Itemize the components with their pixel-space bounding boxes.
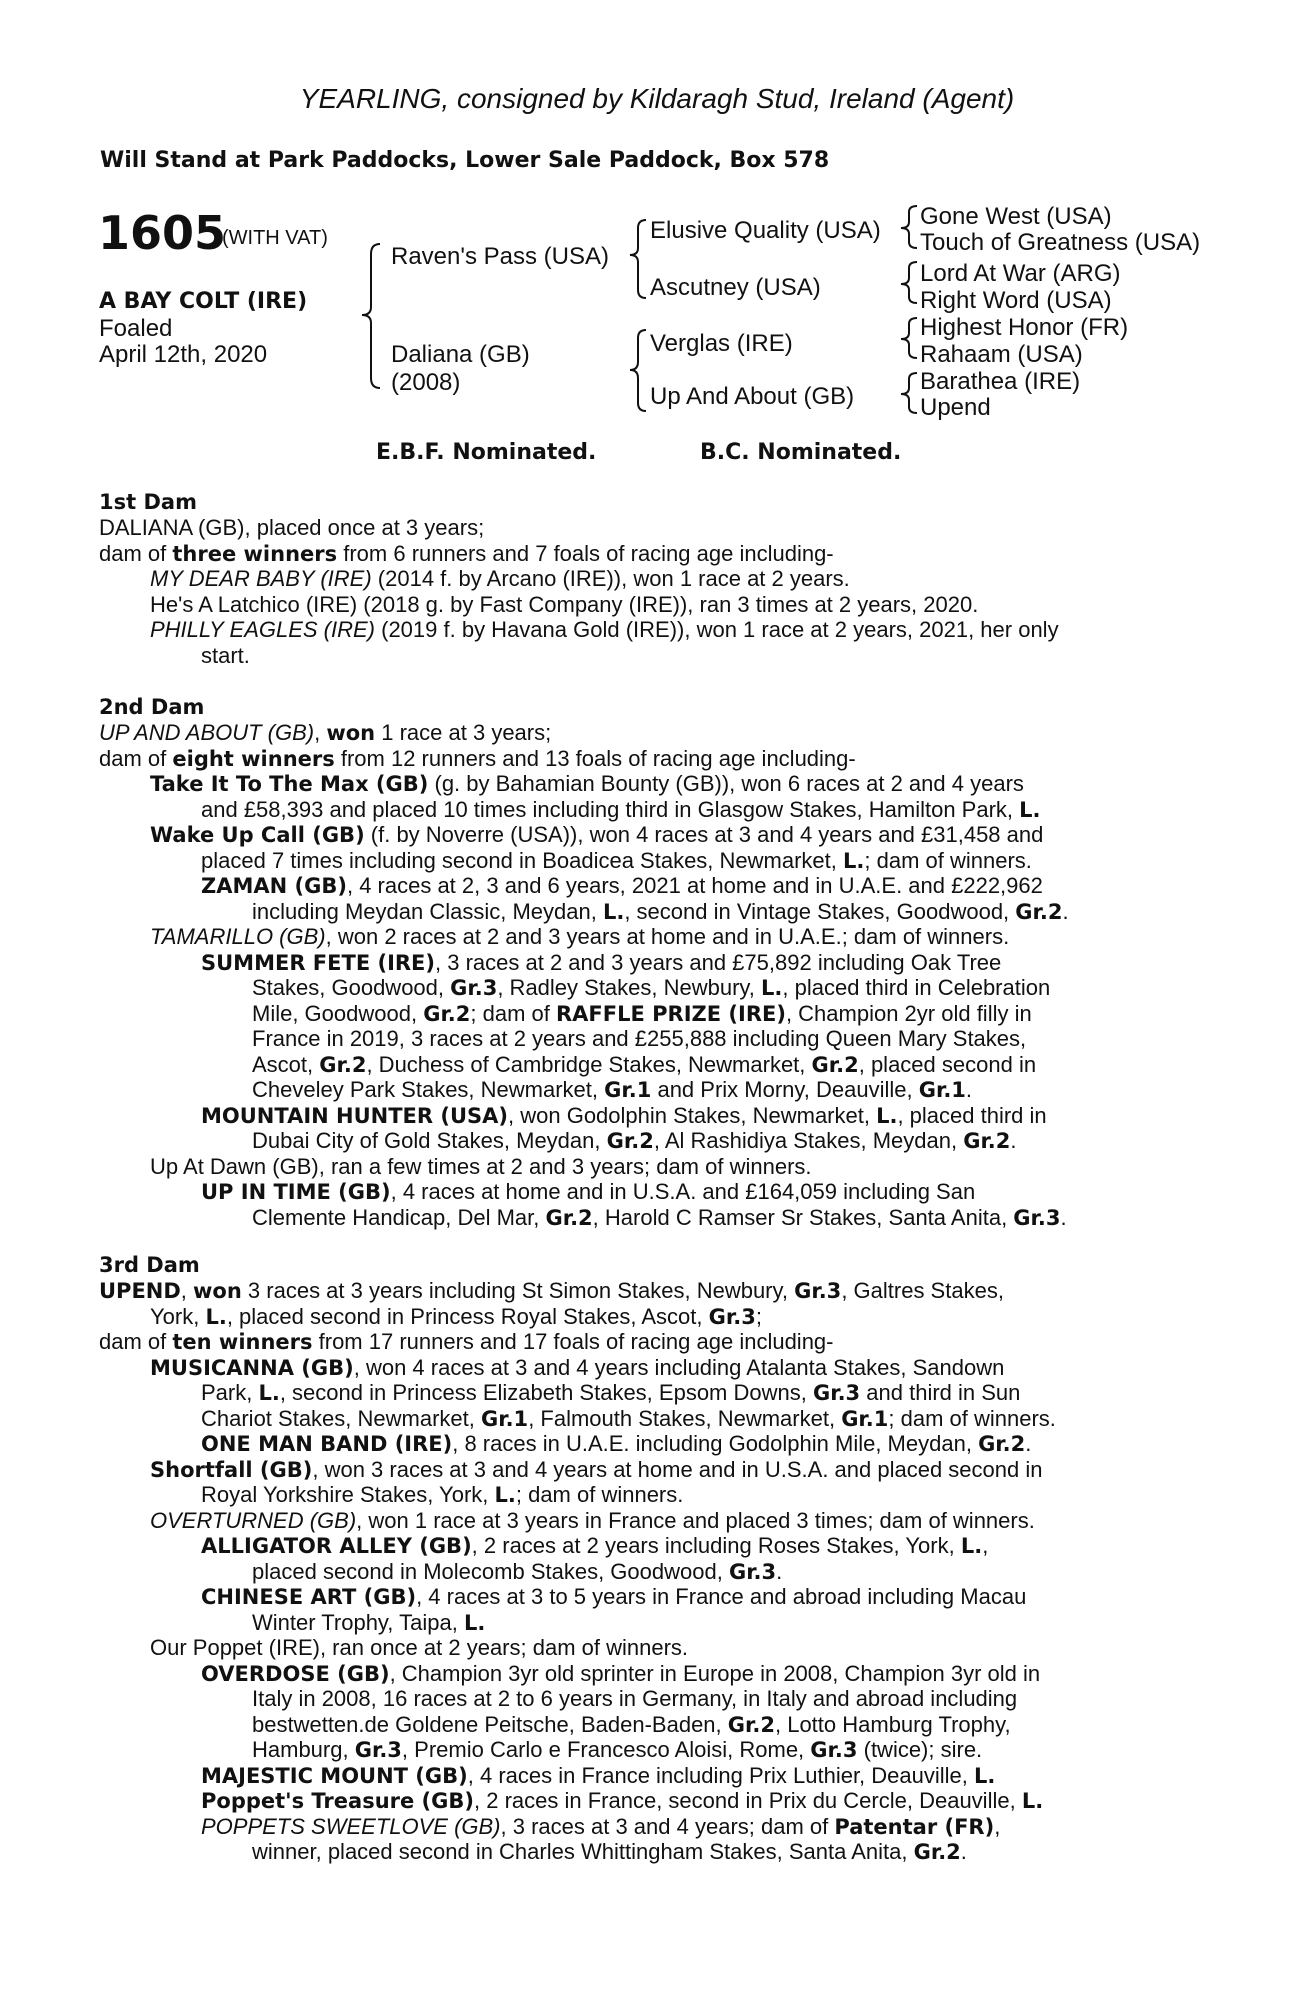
- ds-sire: Highest Honor (FR): [920, 314, 1129, 341]
- grandproduce-entry-cont: bestwetten.de Goldene Peitsche, Baden-Baden, Gr.2, Lotto Hamburg Trophy,: [252, 1712, 1011, 1737]
- grandproduce-entry-cont: placed second in Molecomb Stakes, Goodwood, Gr.3.: [252, 1559, 783, 1584]
- grandproduce-entry-cont: Cheveley Park Stakes, Newmarket, Gr.1 and Prix Morny, Deauville, Gr.1.: [252, 1077, 973, 1102]
- horse-name: Shortfall (GB): [150, 1458, 313, 1482]
- grandproduce-entry: UP IN TIME (GB), 4 races at home and in U.S.A. and £164,059 including San: [201, 1179, 976, 1204]
- horse-name: UP IN TIME (GB): [201, 1180, 391, 1204]
- produce-entry: He's A Latchico (IRE) (2018 g. by Fast Company (IRE)), ran 3 times at 2 years, 2020.: [150, 592, 979, 617]
- sd-dam: Right Word (USA): [920, 287, 1112, 314]
- vat-note: (WITH VAT): [222, 227, 328, 249]
- grandproduce-entry-cont: including Meydan Classic, Meydan, L., second in Vintage Stakes, Goodwood, Gr.2.: [252, 899, 1069, 924]
- horse-name: UP AND ABOUT (GB): [99, 720, 315, 745]
- dd-dam: Upend: [920, 394, 991, 421]
- dam-line: UPEND, won 3 races at 3 years including St Simon Stakes, Newbury, Gr.3, Galtres Stakes,: [99, 1278, 1004, 1303]
- dam: Daliana (GB): [391, 341, 530, 368]
- grandproduce-entry: ZAMAN (GB), 4 races at 2, 3 and 6 years, 2021 at home and in U.A.E. and £222,962: [201, 873, 1043, 898]
- ss-sire: Gone West (USA): [920, 203, 1112, 230]
- dam-line-cont: York, L., placed second in Princess Royal Stakes, Ascot, Gr.3;: [150, 1304, 762, 1329]
- horse-name: ONE MAN BAND (IRE): [201, 1432, 453, 1456]
- produce-entry-cont: placed 7 times including second in Boadicea Stakes, Newmarket, L.; dam of winners.: [201, 848, 1032, 873]
- ds-dam: Rahaam (USA): [920, 341, 1083, 368]
- produce-entry: MY DEAR BABY (IRE) (2014 f. by Arcano (IRE)), won 1 race at 2 years.: [150, 566, 850, 591]
- grandproduce-entry: SUMMER FETE (IRE), 3 races at 2 and 3 years and £75,892 including Oak Tree: [201, 950, 1002, 975]
- grandproduce-entry-cont: Hamburg, Gr.3, Premio Carlo e Francesco Aloisi, Rome, Gr.3 (twice); sire.: [252, 1737, 983, 1762]
- grandproduce-entry-cont: Mile, Goodwood, Gr.2; dam of RAFFLE PRIZE (IRE), Champion 2yr old filly in: [252, 1001, 1032, 1026]
- horse-name: DALIANA (GB): [99, 515, 245, 540]
- ss-dam: Touch of Greatness (USA): [920, 229, 1201, 256]
- foaled-date: April 12th, 2020: [99, 341, 268, 368]
- grandproduce-entry: POPPETS SWEETLOVE (GB), 3 races at 3 and 4 years; dam of Patentar (FR),: [201, 1814, 1001, 1839]
- horse-name: MUSICANNA (GB): [150, 1356, 354, 1380]
- produce-entry: Our Poppet (IRE), ran once at 2 years; dam of winners.: [150, 1635, 689, 1660]
- grandproduce-entry-cont: Dubai City of Gold Stakes, Meydan, Gr.2, Al Rashidiya Stakes, Meydan, Gr.2.: [252, 1128, 1017, 1153]
- produce-entry-cont: start.: [201, 643, 250, 668]
- grandproduce-entry: Poppet's Treasure (GB), 2 races in France, second in Prix du Cercle, Deauville, L.: [201, 1788, 1044, 1813]
- produce-entry-cont: Chariot Stakes, Newmarket, Gr.1, Falmouth Stakes, Newmarket, Gr.1; dam of winners.: [201, 1406, 1056, 1431]
- section-heading: 3rd Dam: [99, 1253, 200, 1277]
- horse-name: SUMMER FETE (IRE): [201, 951, 435, 975]
- horse-name: Poppet's Treasure (GB): [201, 1789, 474, 1813]
- grandproduce-entry: MAJESTIC MOUNT (GB), 4 races in France including Prix Luthier, Deauville, L.: [201, 1763, 996, 1788]
- lot-number: 1605: [98, 206, 227, 260]
- horse-name: MOUNTAIN HUNTER (USA): [201, 1104, 509, 1128]
- section-heading: 2nd Dam: [99, 695, 205, 719]
- foaled-label: Foaled: [99, 315, 173, 342]
- produce-entry: Take It To The Max (GB) (g. by Bahamian Bounty (GB)), won 6 races at 2 and 4 years: [150, 771, 1024, 796]
- section-heading: 1st Dam: [99, 490, 197, 514]
- horse-name: MY DEAR BABY (IRE): [150, 566, 372, 591]
- sale-title: YEARLING, consigned by Kildaragh Stud, Ireland (Agent): [299, 83, 1015, 114]
- dam-line: DALIANA (GB), placed once at 3 years;: [99, 515, 485, 540]
- sd-sire: Lord At War (ARG): [920, 260, 1121, 287]
- produce-summary: dam of eight winners from 12 runners and 13 foals of racing age including-: [99, 746, 856, 771]
- grandproduce-entry-cont: Ascot, Gr.2, Duchess of Cambridge Stakes, Newmarket, Gr.2, placed second in: [252, 1052, 1037, 1077]
- grandproduce-entry-cont: Clemente Handicap, Del Mar, Gr.2, Harold C Ramser Sr Stakes, Santa Anita, Gr.3.: [252, 1205, 1067, 1230]
- dam-dam: Up And About (GB): [650, 383, 855, 410]
- dam-year: (2008): [391, 369, 461, 396]
- sire: Raven's Pass (USA): [391, 243, 609, 270]
- ebf-nomination: E.B.F. Nominated.: [376, 440, 597, 465]
- horse-name: TAMARILLO (GB): [150, 924, 326, 949]
- lot-description: A BAY COLT (IRE): [99, 289, 308, 314]
- horse-name: POPPETS SWEETLOVE (GB): [201, 1814, 501, 1839]
- horse-name: CHINESE ART (GB): [201, 1585, 417, 1609]
- horse-name: ZAMAN (GB): [201, 874, 347, 898]
- produce-entry: OVERTURNED (GB), won 1 race at 3 years in France and placed 3 times; dam of winners.: [150, 1508, 1035, 1533]
- produce-entry-cont: Royal Yorkshire Stakes, York, L.; dam of winners.: [201, 1482, 684, 1507]
- produce-entry-cont: Park, L., second in Princess Elizabeth Stakes, Epsom Downs, Gr.3 and third in Sun: [201, 1380, 1021, 1405]
- bc-nomination: B.C. Nominated.: [700, 440, 902, 465]
- grandproduce-entry: CHINESE ART (GB), 4 races at 3 to 5 years in France and abroad including Macau: [201, 1584, 1027, 1609]
- produce-entry: MUSICANNA (GB), won 4 races at 3 and 4 years including Atalanta Stakes, Sandown: [150, 1355, 1005, 1380]
- location-line: Will Stand at Park Paddocks, Lower Sale Paddock, Box 578: [100, 148, 830, 173]
- horse-name: UPEND: [99, 1279, 181, 1303]
- grandproduce-entry: OVERDOSE (GB), Champion 3yr old sprinter in Europe in 2008, Champion 3yr old in: [201, 1661, 1041, 1686]
- produce-entry: TAMARILLO (GB), won 2 races at 2 and 3 years at home and in U.A.E.; dam of winners.: [150, 924, 1010, 949]
- dd-sire: Barathea (IRE): [920, 368, 1081, 395]
- horse-name: MAJESTIC MOUNT (GB): [201, 1764, 468, 1788]
- grandproduce-entry-cont: Stakes, Goodwood, Gr.3, Radley Stakes, Newbury, L., placed third in Celebration: [252, 975, 1051, 1000]
- grandproduce-entry-cont: Italy in 2008, 16 races at 2 to 6 years in Germany, in Italy and abroad including: [252, 1686, 1018, 1711]
- grandproduce-entry-cont: Winter Trophy, Taipa, L.: [252, 1610, 486, 1635]
- produce-entry-cont: and £58,393 and placed 10 times including third in Glasgow Stakes, Hamilton Park, L.: [201, 797, 1041, 822]
- produce-summary: dam of three winners from 6 runners and 7 foals of racing age including-: [99, 541, 834, 566]
- horse-name: ALLIGATOR ALLEY (GB): [201, 1534, 472, 1558]
- grandproduce-entry-cont: winner, placed second in Charles Whittingham Stakes, Santa Anita, Gr.2.: [252, 1839, 967, 1864]
- sire-dam: Ascutney (USA): [650, 274, 821, 301]
- produce-entry: PHILLY EAGLES (IRE) (2019 f. by Havana Gold (IRE)), won 1 race at 2 years, 2021, her only: [150, 617, 1059, 642]
- produce-entry: Shortfall (GB), won 3 races at 3 and 4 years at home and in U.S.A. and placed second in: [150, 1457, 1043, 1482]
- horse-name: PHILLY EAGLES (IRE): [150, 617, 375, 642]
- grandproduce-entry: MOUNTAIN HUNTER (USA), won Godolphin Stakes, Newmarket, L., placed third in: [201, 1103, 1047, 1128]
- sire-sire: Elusive Quality (USA): [650, 217, 881, 244]
- produce-entry: Wake Up Call (GB) (f. by Noverre (USA)), won 4 races at 3 and 4 years and £31,458 and: [150, 822, 1044, 847]
- grandproduce-entry-cont: France in 2019, 3 races at 2 years and £255,888 including Queen Mary Stakes,: [252, 1026, 1027, 1051]
- dam-sire: Verglas (IRE): [650, 330, 793, 357]
- dam-line: UP AND ABOUT (GB), won 1 race at 3 years;: [99, 720, 552, 745]
- grandproduce-entry: ALLIGATOR ALLEY (GB), 2 races at 2 years including Roses Stakes, York, L.,: [201, 1533, 989, 1558]
- horse-name: OVERDOSE (GB): [201, 1662, 390, 1686]
- horse-name: Take It To The Max (GB): [150, 772, 429, 796]
- horse-name: Wake Up Call (GB): [150, 823, 365, 847]
- produce-entry: Up At Dawn (GB), ran a few times at 2 and 3 years; dam of winners.: [150, 1154, 812, 1179]
- horse-name: OVERTURNED (GB): [150, 1508, 357, 1533]
- grandproduce-entry: ONE MAN BAND (IRE), 8 races in U.A.E. including Godolphin Mile, Meydan, Gr.2.: [201, 1431, 1032, 1456]
- produce-summary: dam of ten winners from 17 runners and 17 foals of racing age including-: [99, 1329, 834, 1354]
